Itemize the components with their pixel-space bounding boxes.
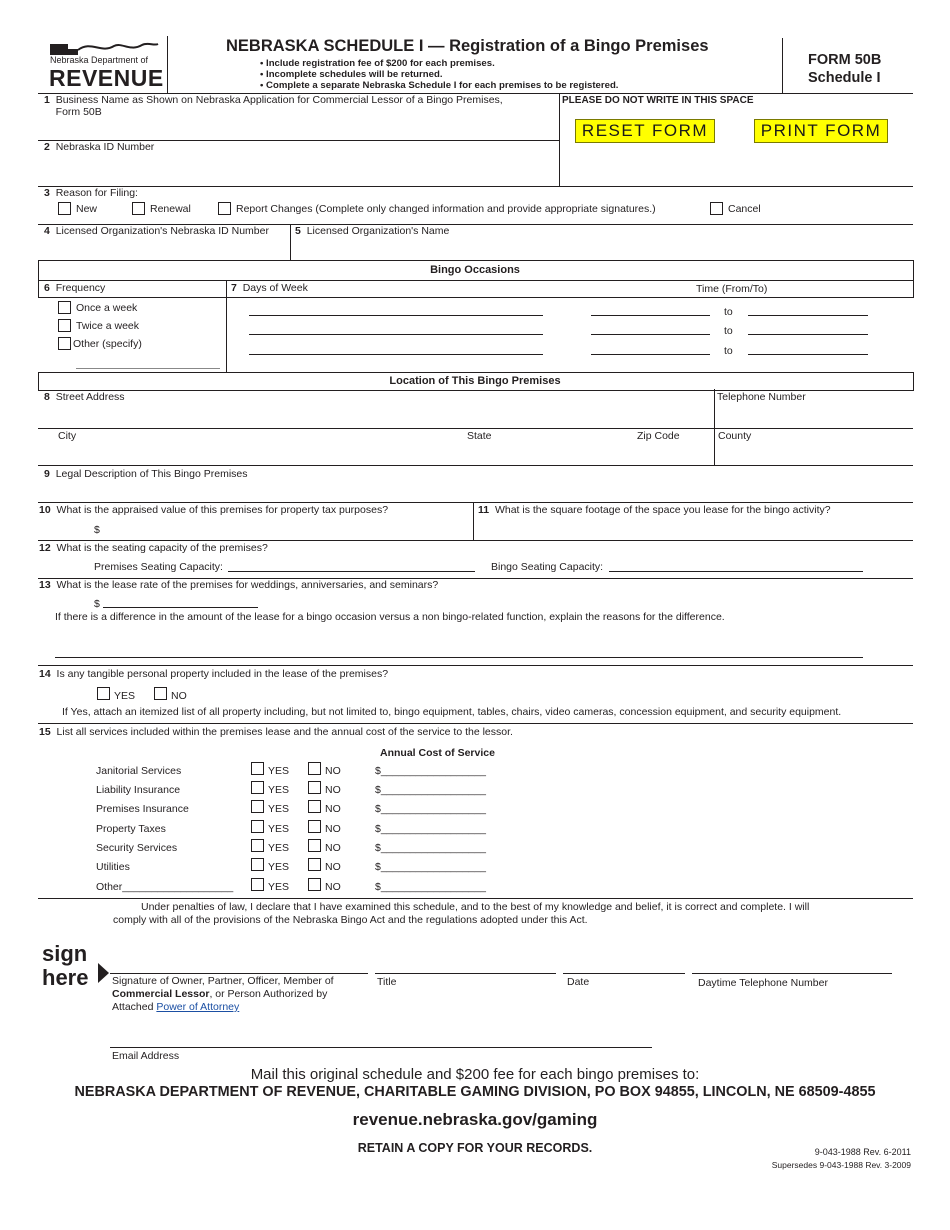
field-2-label: 2 Nebraska ID Number xyxy=(44,141,155,153)
service-cost-input[interactable]: $__________________ xyxy=(375,784,486,796)
field-10-label: 10 What is the appraised value of this premises for property tax purposes? xyxy=(39,504,389,516)
property-no-label: NO xyxy=(171,690,187,702)
days-line-3[interactable] xyxy=(249,354,543,355)
sign-here-marker xyxy=(42,942,88,990)
time-from-to-label: Time (From/To) xyxy=(696,283,768,295)
time-from-3[interactable] xyxy=(591,354,710,355)
signature-label-line3: Attached Power of Attorney xyxy=(112,1001,240,1013)
service-yes-checkbox[interactable] xyxy=(251,762,264,775)
field-13-dollar: $ xyxy=(94,598,100,610)
time-to-1[interactable] xyxy=(748,315,868,316)
date-input[interactable] xyxy=(563,973,685,974)
service-no-checkbox[interactable] xyxy=(308,878,321,891)
service-no-label: NO xyxy=(325,861,341,873)
service-name: Other___________________ xyxy=(96,881,234,893)
telephone-label: Telephone Number xyxy=(717,391,806,403)
days-line-2[interactable] xyxy=(249,334,543,335)
declaration-line-2: comply with all of the provisions of the Nebraska Bingo Act and the regulations adopted under this Act. xyxy=(113,914,588,926)
mail-instructions: Mail this original schedule and $200 fee for each bingo premises to: xyxy=(250,1066,700,1083)
reason-cancel-label: Cancel xyxy=(728,203,761,215)
service-name: Premises Insurance xyxy=(96,803,189,815)
bullet-fee: • Include registration fee of $200 for each premises. xyxy=(260,58,495,69)
lease-difference-input[interactable] xyxy=(55,657,863,658)
office-use-label: PLEASE DO NOT WRITE IN THIS SPACE xyxy=(562,95,754,106)
sign-text: sign xyxy=(42,941,88,966)
lease-rate-input[interactable] xyxy=(103,607,258,608)
field-1-label: 1 Business Name as Shown on Nebraska Application for Commercial Lessor of a Bingo Premises, Form 50B xyxy=(44,94,503,118)
freq-twice-label: Twice a week xyxy=(76,320,140,332)
days-line-1[interactable] xyxy=(249,315,543,316)
title-input[interactable] xyxy=(375,973,556,974)
time-from-1[interactable] xyxy=(591,315,710,316)
mailing-address: NEBRASKA DEPARTMENT OF REVENUE, CHARITABLE GAMING DIVISION, PO BOX 94855, LINCOLN, NE 68509-4855 xyxy=(74,1084,876,1100)
service-cost-input[interactable]: $__________________ xyxy=(375,861,486,873)
field-3-label: 3 Reason for Filing: xyxy=(44,187,138,199)
agency-logo xyxy=(46,40,164,91)
service-no-checkbox[interactable] xyxy=(308,762,321,775)
website-url: revenue.nebraska.gov/gaming xyxy=(352,1110,598,1129)
freq-other-checkbox[interactable] xyxy=(58,337,71,350)
property-yes-checkbox[interactable] xyxy=(97,687,110,700)
service-no-label: NO xyxy=(325,842,341,854)
signature-label-line1: Signature of Owner, Partner, Officer, Member of xyxy=(112,975,334,987)
service-name: Property Taxes xyxy=(96,823,166,835)
logo-dept-text: Nebraska Department of xyxy=(50,55,149,65)
service-yes-checkbox[interactable] xyxy=(251,839,264,852)
service-no-checkbox[interactable] xyxy=(308,820,321,833)
field-6-label: 6 Frequency xyxy=(44,282,106,294)
freq-twice-checkbox[interactable] xyxy=(58,319,71,332)
service-yes-label: YES xyxy=(268,784,290,796)
retain-copy: RETAIN A COPY FOR YOUR RECORDS. xyxy=(357,1141,593,1155)
phone-input[interactable] xyxy=(692,973,892,974)
print-form-button[interactable]: PRINT FORM xyxy=(754,119,888,143)
service-yes-checkbox[interactable] xyxy=(251,820,264,833)
service-cost-input[interactable]: $__________________ xyxy=(375,803,486,815)
to-label-3: to xyxy=(724,345,733,357)
freq-once-label: Once a week xyxy=(76,302,138,314)
field-13-label: 13 What is the lease rate of the premises for weddings, anniversaries, and seminars? xyxy=(39,579,439,591)
form-id-line1: FORM 50B xyxy=(808,52,882,68)
service-yes-checkbox[interactable] xyxy=(251,858,264,871)
reason-new-label: New xyxy=(76,203,98,215)
service-no-checkbox[interactable] xyxy=(308,839,321,852)
service-yes-checkbox[interactable] xyxy=(251,781,264,794)
service-yes-label: YES xyxy=(268,861,290,873)
page-title: NEBRASKA SCHEDULE I — Registration of a Bingo Premises xyxy=(226,37,709,55)
bingo-seating-input[interactable] xyxy=(609,571,863,572)
field-14-note: If Yes, attach an itemized list of all property including, but not limited to, bingo equipment, tables, chairs, video cameras, concession equipment, and security equipment. xyxy=(62,706,842,718)
field-13-difference-note: If there is a difference in the amount of the lease for a bingo occasion versus a non bingo-related function, explain the reasons for the difference. xyxy=(55,611,725,623)
state-label: State xyxy=(467,430,492,442)
nebraska-map-icon xyxy=(46,40,161,56)
form-id-line2: Schedule I xyxy=(808,70,881,86)
service-yes-checkbox[interactable] xyxy=(251,878,264,891)
field-11-label: 11 What is the square footage of the space you lease for the bingo activity? xyxy=(478,504,831,516)
signature-label xyxy=(112,975,334,1014)
freq-other-label: Other (specify) xyxy=(73,338,142,350)
zip-label: Zip Code xyxy=(637,430,680,442)
service-cost-input[interactable]: $__________________ xyxy=(375,842,486,854)
reason-report-checkbox[interactable] xyxy=(218,202,231,215)
service-yes-checkbox[interactable] xyxy=(251,800,264,813)
premises-seating-input[interactable] xyxy=(228,571,475,572)
service-name: Janitorial Services xyxy=(96,765,182,777)
service-no-checkbox[interactable] xyxy=(308,858,321,871)
reason-renewal-checkbox[interactable] xyxy=(132,202,145,215)
reason-new-checkbox[interactable] xyxy=(58,202,71,215)
freq-other-input[interactable] xyxy=(76,368,220,369)
field-14-label: 14 Is any tangible personal property included in the lease of the premises? xyxy=(39,668,389,680)
property-yes-label: YES xyxy=(114,690,136,702)
service-name: Security Services xyxy=(96,842,178,854)
field-8-label: 8 Street Address xyxy=(44,391,125,403)
arrow-right-icon xyxy=(98,963,110,983)
reason-renewal-label: Renewal xyxy=(150,203,191,215)
here-text: here xyxy=(42,965,89,990)
service-yes-label: YES xyxy=(268,842,290,854)
service-yes-label: YES xyxy=(268,803,290,815)
bingo-seating-label: Bingo Seating Capacity: xyxy=(491,561,604,573)
service-cost-input[interactable]: $__________________ xyxy=(375,823,486,835)
field-12-label: 12 What is the seating capacity of the premises? xyxy=(39,542,268,554)
service-name: Liability Insurance xyxy=(96,784,181,796)
declaration-line-1: Under penalties of law, I declare that I have examined this schedule, and to the best of my knowledge and belief, it is correct and complete. I will xyxy=(141,901,810,913)
service-name: Utilities xyxy=(96,861,130,873)
email-input[interactable] xyxy=(110,1047,652,1048)
time-to-2[interactable] xyxy=(748,334,868,335)
location-title: Location of This Bingo Premises xyxy=(389,375,561,387)
power-of-attorney-link[interactable]: Power of Attorney xyxy=(156,1001,240,1013)
email-label: Email Address xyxy=(112,1050,180,1062)
time-to-3[interactable] xyxy=(748,354,868,355)
service-no-label: NO xyxy=(325,881,341,893)
supersedes-number: Supersedes 9-043-1988 Rev. 3-2009 xyxy=(771,1160,911,1170)
logo-revenue-text: REVENUE xyxy=(49,65,164,91)
premises-seating-label: Premises Seating Capacity: xyxy=(94,561,223,573)
header-bullets xyxy=(260,58,618,91)
county-label: County xyxy=(718,430,752,442)
signature-label-line2: Commercial Lessor, or Person Authorized by xyxy=(112,988,328,1000)
to-label-1: to xyxy=(724,306,733,318)
bullet-incomplete: • Incomplete schedules will be returned. xyxy=(260,69,443,80)
service-cost-input[interactable]: $__________________ xyxy=(375,765,486,777)
service-no-checkbox[interactable] xyxy=(308,800,321,813)
field-10-dollar: $ xyxy=(94,524,100,536)
bullet-separate: • Complete a separate Nebraska Schedule I for each premises to be registered. xyxy=(260,80,619,91)
bingo-occasions-title: Bingo Occasions xyxy=(430,264,520,276)
field-4-label: 4 Licensed Organization's Nebraska ID Number xyxy=(44,225,269,237)
signature-input[interactable] xyxy=(110,973,368,974)
revision-number: 9-043-1988 Rev. 6-2011 xyxy=(814,1147,911,1157)
title-label: Title xyxy=(377,976,397,988)
service-no-label: NO xyxy=(325,784,341,796)
service-yes-label: YES xyxy=(268,765,290,777)
field-9-label: 9 Legal Description of This Bingo Premises xyxy=(44,468,248,480)
service-no-label: NO xyxy=(325,765,341,777)
freq-once-checkbox[interactable] xyxy=(58,301,71,314)
date-label: Date xyxy=(567,976,590,988)
annual-cost-header: Annual Cost of Service xyxy=(380,747,495,759)
property-no-checkbox[interactable] xyxy=(154,687,167,700)
service-no-label: NO xyxy=(325,803,341,815)
field-5-label: 5 Licensed Organization's Name xyxy=(295,225,450,237)
phone-label: Daytime Telephone Number xyxy=(698,977,828,989)
service-yes-label: YES xyxy=(268,823,290,835)
service-no-label: NO xyxy=(325,823,341,835)
service-no-checkbox[interactable] xyxy=(308,781,321,794)
time-from-2[interactable] xyxy=(591,334,710,335)
service-yes-label: YES xyxy=(268,881,290,893)
field-7-label: 7 Days of Week xyxy=(231,282,308,294)
to-label-2: to xyxy=(724,325,733,337)
reset-form-button[interactable]: RESET FORM xyxy=(575,119,715,143)
field-15-label: 15 List all services included within the premises lease and the annual cost of the service to the lessor. xyxy=(39,726,513,738)
service-cost-input[interactable]: $__________________ xyxy=(375,881,486,893)
reason-report-label: Report Changes (Complete only changed information and provide appropriate signatures.) xyxy=(236,203,656,215)
reason-cancel-checkbox[interactable] xyxy=(710,202,723,215)
city-label: City xyxy=(58,430,77,442)
